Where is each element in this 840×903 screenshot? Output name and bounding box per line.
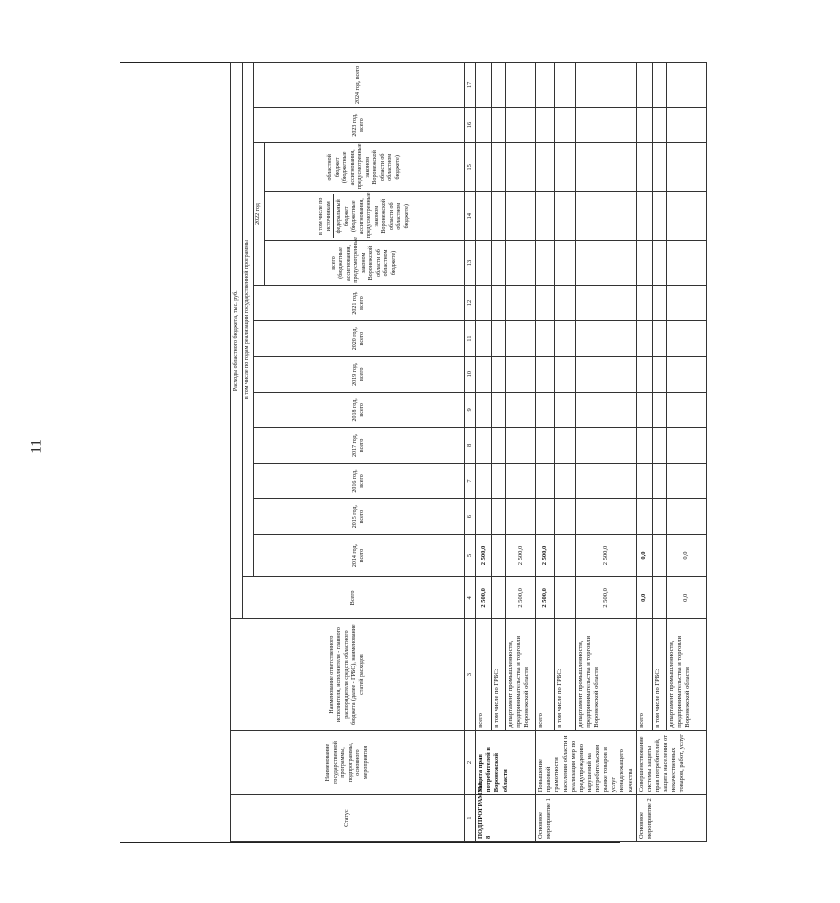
header-year-2014: 2014 год, всего bbox=[254, 534, 465, 576]
header-executor: Наименование ответственного исполнителя, исполнителя - главного распорядителя средств областного бюджета (далее - ГРБС), наименование статей расходов bbox=[231, 619, 465, 730]
empty-cell bbox=[666, 285, 706, 321]
empty-cell bbox=[666, 321, 706, 357]
empty-cell bbox=[492, 241, 506, 286]
total-cell bbox=[652, 577, 666, 619]
index-cell: 13 bbox=[465, 241, 476, 286]
header-2022-federal-label: федеральный бюджет (бюджетные ассигнования, предусмотренные законом Воронежской области об областном бюджете) bbox=[336, 192, 410, 239]
executor-cell: в том числе по ГРБС: bbox=[492, 619, 506, 730]
empty-cell bbox=[492, 428, 506, 464]
empty-cell bbox=[554, 428, 575, 464]
empty-cell bbox=[652, 428, 666, 464]
total-cell: 2 500,0 bbox=[476, 577, 492, 619]
budget-table bbox=[230, 62, 707, 842]
empty-cell bbox=[476, 241, 492, 286]
empty-cell bbox=[492, 143, 506, 192]
page-number: 11 bbox=[28, 439, 45, 454]
table-row bbox=[652, 63, 666, 842]
executor-cell: департамент промышленности, предпринимательства и торговли Воронежской области bbox=[575, 619, 636, 730]
executor-cell: департамент промышленности, предпринимательства и торговли Воронежской области bbox=[506, 619, 536, 730]
index-cell: 14 bbox=[465, 192, 476, 241]
empty-cell bbox=[575, 428, 636, 464]
empty-cell bbox=[652, 321, 666, 357]
empty-cell bbox=[492, 63, 506, 108]
empty-cell bbox=[636, 321, 652, 357]
empty-cell bbox=[666, 63, 706, 108]
header-year-2022: 2022 год bbox=[254, 143, 265, 285]
empty-cell bbox=[652, 63, 666, 108]
empty-cell bbox=[506, 463, 536, 499]
empty-cell bbox=[506, 143, 536, 192]
empty-cell bbox=[636, 392, 652, 428]
empty-cell bbox=[575, 63, 636, 108]
empty-cell bbox=[636, 499, 652, 535]
header-total: Всего bbox=[243, 577, 465, 619]
empty-cell bbox=[554, 463, 575, 499]
empty-cell bbox=[476, 192, 492, 241]
header-sources: в том числе по источникам bbox=[318, 194, 334, 238]
empty-cell bbox=[652, 392, 666, 428]
empty-cell bbox=[476, 499, 492, 535]
executor-cell: в том числе по ГРБС: bbox=[554, 619, 575, 730]
total-cell: 2 500,0 bbox=[536, 577, 555, 619]
empty-cell bbox=[506, 241, 536, 286]
header-spending: Расходы областного бюджета, тыс. руб. bbox=[231, 63, 243, 619]
table-row bbox=[575, 63, 636, 842]
empty-cell bbox=[506, 356, 536, 392]
empty-cell bbox=[476, 392, 492, 428]
index-cell: 16 bbox=[465, 107, 476, 143]
table-row bbox=[636, 63, 652, 842]
empty-cell bbox=[476, 356, 492, 392]
empty-cell bbox=[652, 107, 666, 143]
table-row bbox=[476, 63, 492, 842]
empty-cell bbox=[492, 192, 506, 241]
empty-cell bbox=[536, 107, 555, 143]
total-cell: 0,0 bbox=[636, 577, 652, 619]
empty-cell bbox=[636, 356, 652, 392]
empty-cell bbox=[506, 321, 536, 357]
empty-cell bbox=[666, 143, 706, 192]
empty-cell bbox=[636, 428, 652, 464]
header-year-2021: 2021 год, всего bbox=[254, 285, 465, 321]
total-cell bbox=[492, 577, 506, 619]
empty-cell bbox=[536, 428, 555, 464]
empty-cell bbox=[536, 241, 555, 286]
empty-cell bbox=[536, 392, 555, 428]
empty-cell bbox=[575, 356, 636, 392]
empty-cell bbox=[652, 463, 666, 499]
empty-cell bbox=[476, 107, 492, 143]
empty-cell bbox=[476, 321, 492, 357]
scan-bottom-border bbox=[120, 842, 620, 843]
empty-cell bbox=[554, 143, 575, 192]
index-cell: 4 bbox=[465, 577, 476, 619]
rotated-table-container bbox=[230, 62, 840, 842]
empty-cell bbox=[536, 285, 555, 321]
empty-cell bbox=[506, 285, 536, 321]
empty-cell bbox=[575, 392, 636, 428]
status-cell: ПОДПРОГРАММА 8 bbox=[476, 795, 536, 842]
executor-cell: всего bbox=[476, 619, 492, 730]
executor-cell: всего bbox=[536, 619, 555, 730]
index-cell: 10 bbox=[465, 356, 476, 392]
header-year-2019: 2019 год, всего bbox=[254, 356, 465, 392]
empty-cell bbox=[652, 241, 666, 286]
empty-cell bbox=[476, 63, 492, 108]
header-2022-total: всего (бюджетные ассигнования, предусмотренные законом Воронежской области об областном бюджете) bbox=[265, 241, 465, 286]
empty-cell bbox=[575, 285, 636, 321]
header-name: Наименование государственной программы, подпрограммы, основного мероприятия bbox=[231, 730, 465, 795]
empty-cell bbox=[506, 392, 536, 428]
empty-cell bbox=[554, 392, 575, 428]
empty-cell bbox=[652, 356, 666, 392]
index-cell: 7 bbox=[465, 463, 476, 499]
empty-cell bbox=[554, 499, 575, 535]
y2014-cell bbox=[652, 534, 666, 576]
executor-cell: в том числе по ГРБС: bbox=[652, 619, 666, 730]
empty-cell bbox=[652, 285, 666, 321]
empty-cell bbox=[666, 428, 706, 464]
empty-cell bbox=[575, 499, 636, 535]
empty-cell bbox=[476, 285, 492, 321]
empty-cell bbox=[492, 356, 506, 392]
empty-cell bbox=[636, 143, 652, 192]
header-year-2016: 2016 год, всего bbox=[254, 463, 465, 499]
empty-cell bbox=[554, 321, 575, 357]
empty-cell bbox=[575, 321, 636, 357]
empty-cell bbox=[554, 192, 575, 241]
y2014-cell: 0,0 bbox=[636, 534, 652, 576]
index-cell: 3 bbox=[465, 619, 476, 730]
y2014-cell bbox=[492, 534, 506, 576]
index-cell: 5 bbox=[465, 534, 476, 576]
empty-cell bbox=[536, 63, 555, 108]
header-year-2024: 2024 год, всего bbox=[254, 63, 465, 108]
empty-cell bbox=[652, 499, 666, 535]
index-cell: 11 bbox=[465, 321, 476, 357]
empty-cell bbox=[536, 499, 555, 535]
y2014-cell: 2 500,0 bbox=[575, 534, 636, 576]
index-cell: 8 bbox=[465, 428, 476, 464]
empty-cell bbox=[666, 356, 706, 392]
table-row bbox=[536, 63, 555, 842]
header-row-1 bbox=[231, 63, 243, 842]
status-cell: Основное мероприятие 1 bbox=[536, 795, 637, 842]
empty-cell bbox=[554, 241, 575, 286]
header-year-2018: 2018 год, всего bbox=[254, 392, 465, 428]
executor-cell: департамент промышленности, предпринимательства и торговли Воронежской области bbox=[666, 619, 706, 730]
empty-cell bbox=[666, 392, 706, 428]
empty-cell bbox=[652, 143, 666, 192]
empty-cell bbox=[536, 463, 555, 499]
empty-cell bbox=[636, 241, 652, 286]
empty-cell bbox=[492, 499, 506, 535]
empty-cell bbox=[536, 192, 555, 241]
empty-cell bbox=[666, 463, 706, 499]
empty-cell bbox=[666, 192, 706, 241]
index-cell: 17 bbox=[465, 63, 476, 108]
empty-cell bbox=[492, 392, 506, 428]
empty-cell bbox=[575, 463, 636, 499]
empty-cell bbox=[536, 356, 555, 392]
header-year-2023: 2023 год, всего bbox=[254, 107, 465, 143]
header-by-years: в том числе по годам реализации государственной программы bbox=[243, 63, 254, 577]
table-row bbox=[554, 63, 575, 842]
empty-cell bbox=[636, 107, 652, 143]
empty-cell bbox=[554, 107, 575, 143]
empty-cell bbox=[636, 285, 652, 321]
total-cell: 2 500,0 bbox=[575, 577, 636, 619]
name-cell: Повышение правовой грамотности населения области и реализация мер по предупреждению нарушений на потребительском рынке товаров и услуг ненадлежащего качества bbox=[536, 730, 637, 795]
header-year-2020: 2020 год, всего bbox=[254, 321, 465, 357]
empty-cell bbox=[554, 63, 575, 108]
total-cell bbox=[554, 577, 575, 619]
empty-cell bbox=[506, 63, 536, 108]
empty-cell bbox=[575, 107, 636, 143]
empty-cell bbox=[652, 192, 666, 241]
index-cell: 2 bbox=[465, 730, 476, 795]
y2014-cell: 2 500,0 bbox=[536, 534, 555, 576]
header-2022-federal bbox=[265, 192, 465, 241]
y2014-cell: 2 500,0 bbox=[476, 534, 492, 576]
empty-cell bbox=[575, 241, 636, 286]
empty-cell bbox=[492, 285, 506, 321]
y2014-cell bbox=[554, 534, 575, 576]
y2014-cell: 2 500,0 bbox=[506, 534, 536, 576]
empty-cell bbox=[476, 463, 492, 499]
empty-cell bbox=[492, 463, 506, 499]
header-2022-regional: областной бюджет (бюджетные ассигнования, предусмотренные законом Воронежской области об областном бюджете) bbox=[265, 143, 465, 192]
empty-cell bbox=[666, 107, 706, 143]
empty-cell bbox=[492, 321, 506, 357]
header-status: Статус bbox=[231, 795, 465, 842]
executor-cell: всего bbox=[636, 619, 652, 730]
empty-cell bbox=[575, 143, 636, 192]
empty-cell bbox=[554, 285, 575, 321]
name-cell: Совершенствование системы защиты прав потребителей, защита населения от некачественных товаров, работ, услуг bbox=[636, 730, 706, 795]
name-cell: Защита прав потребителей в Воронежской области bbox=[476, 730, 536, 795]
empty-cell bbox=[506, 107, 536, 143]
empty-cell bbox=[636, 63, 652, 108]
total-cell: 0,0 bbox=[666, 577, 706, 619]
empty-cell bbox=[666, 241, 706, 286]
header-year-2015: 2015 год, всего bbox=[254, 499, 465, 535]
table-row bbox=[666, 63, 706, 842]
table-row bbox=[492, 63, 506, 842]
empty-cell bbox=[666, 499, 706, 535]
empty-cell bbox=[636, 463, 652, 499]
empty-cell bbox=[506, 428, 536, 464]
empty-cell bbox=[554, 356, 575, 392]
index-cell: 1 bbox=[465, 795, 476, 842]
empty-cell bbox=[506, 192, 536, 241]
empty-cell bbox=[476, 428, 492, 464]
header-index-row bbox=[465, 63, 476, 842]
empty-cell bbox=[476, 143, 492, 192]
empty-cell bbox=[536, 321, 555, 357]
empty-cell bbox=[506, 499, 536, 535]
index-cell: 15 bbox=[465, 143, 476, 192]
status-cell: Основное мероприятие 2 bbox=[636, 795, 706, 842]
y2014-cell: 0,0 bbox=[666, 534, 706, 576]
empty-cell bbox=[492, 107, 506, 143]
index-cell: 9 bbox=[465, 392, 476, 428]
empty-cell bbox=[636, 192, 652, 241]
empty-cell bbox=[575, 192, 636, 241]
header-year-2017: 2017 год, всего bbox=[254, 428, 465, 464]
total-cell: 2 500,0 bbox=[506, 577, 536, 619]
empty-cell bbox=[536, 143, 555, 192]
index-cell: 6 bbox=[465, 499, 476, 535]
index-cell: 12 bbox=[465, 285, 476, 321]
table-row bbox=[506, 63, 536, 842]
